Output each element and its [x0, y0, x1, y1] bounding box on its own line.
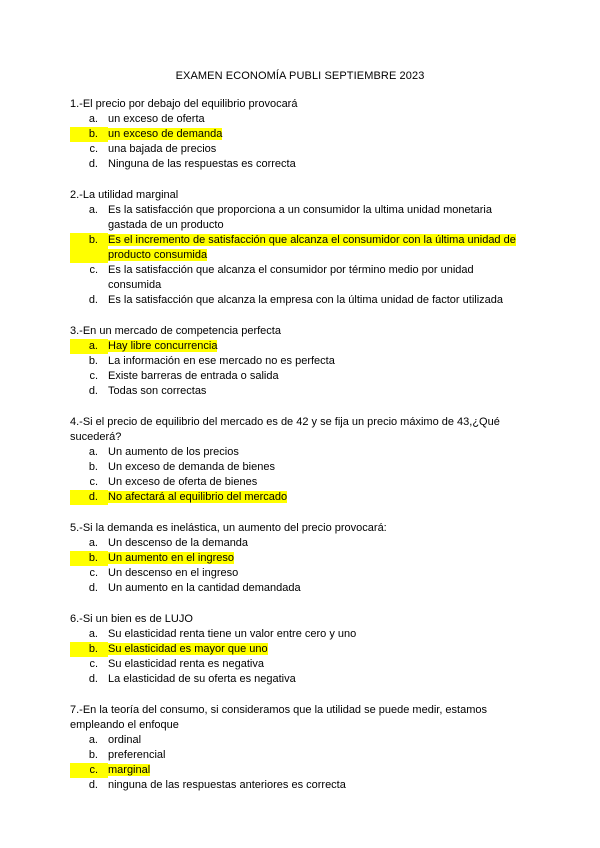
option-c [70, 369, 600, 384]
question-4 [70, 415, 600, 505]
option-text: marginal [108, 764, 151, 776]
option-d [70, 490, 600, 505]
option-letter: c. [89, 476, 98, 488]
option-text: Existe barreras de entrada o salida [108, 370, 279, 382]
question-text: 1.-El precio por debajo del equilibrio provocará [70, 98, 298, 110]
option-text: Un descenso en el ingreso [108, 567, 239, 579]
option-text: Es la satisfacción que proporciona a un consumidor la ultima unidad monetaria gastada de un producto [108, 204, 492, 231]
question-1 [70, 97, 600, 172]
question-6 [70, 612, 600, 687]
options-list [70, 203, 600, 308]
option-letter: a. [88, 446, 98, 458]
option-letter: a. [88, 204, 98, 216]
option-text: ordinal [108, 734, 142, 746]
option-letter: c. [89, 143, 98, 155]
option-d [70, 293, 600, 308]
option-text: Un aumento en el ingreso [108, 552, 234, 564]
option-text: Su elasticidad renta tiene un valor entre cero y uno [108, 628, 357, 640]
option-text: No afectará al equilibrio del mercado [108, 491, 288, 503]
options-list [70, 627, 600, 687]
question-5 [70, 521, 600, 596]
option-letter: a. [70, 339, 108, 354]
option-b [70, 642, 600, 657]
options-list [70, 733, 600, 793]
option-letter: c. [89, 567, 98, 579]
option-text: Ninguna de las respuestas es correcta [108, 158, 296, 170]
question-2 [70, 188, 600, 308]
option-text: Un aumento de los precios [108, 446, 239, 458]
option-a [70, 445, 600, 460]
option-a [70, 339, 600, 354]
option-text: Su elasticidad es mayor que uno [108, 643, 268, 655]
option-letter: b. [70, 642, 108, 657]
option-letter: d. [70, 490, 108, 505]
option-letter: d. [88, 158, 98, 170]
option-b [70, 551, 600, 566]
option-letter: d. [88, 294, 98, 306]
option-d [70, 581, 600, 596]
option-b [70, 233, 600, 263]
option-c [70, 263, 600, 293]
option-a [70, 203, 600, 233]
option-text: Todas son correctas [108, 385, 207, 397]
question-text: 3.-En un mercado de competencia perfecta [70, 325, 281, 337]
option-a [70, 112, 600, 127]
question-7 [70, 703, 600, 793]
option-letter: d. [88, 673, 98, 685]
option-text: un exceso de demanda [108, 128, 223, 140]
option-c [70, 475, 600, 490]
option-letter: c. [89, 370, 98, 382]
option-text: ninguna de las respuestas anteriores es correcta [108, 779, 346, 791]
question-3 [70, 324, 600, 399]
options-list [70, 339, 600, 399]
option-text: Un aumento en la cantidad demandada [108, 582, 301, 594]
option-b [70, 460, 600, 475]
option-text: Un exceso de demanda de bienes [108, 461, 275, 473]
option-letter: a. [88, 628, 98, 640]
option-d [70, 384, 600, 399]
option-c [70, 763, 600, 778]
option-letter: d. [88, 779, 98, 791]
option-text: preferencial [108, 749, 166, 761]
option-d [70, 672, 600, 687]
question-text: 6.-Si un bien es de LUJO [70, 613, 193, 625]
option-letter: a. [88, 113, 98, 125]
option-letter: b. [88, 749, 98, 761]
option-b [70, 748, 600, 763]
question-text: 4.-Si el precio de equilibrio del mercado es de 42 y se fija un precio máximo de 43,¿Qué sucederá? [70, 416, 500, 443]
option-letter: a. [88, 537, 98, 549]
option-a [70, 733, 600, 748]
question-text: 7.-En la teoría del consumo, si consideramos que la utilidad se puede medir, estamos empleando el enfoque [70, 704, 488, 731]
option-c [70, 142, 600, 157]
option-d [70, 778, 600, 793]
option-text: Su elasticidad renta es negativa [108, 658, 264, 670]
option-b [70, 354, 600, 369]
option-text: Un exceso de oferta de bienes [108, 476, 258, 488]
option-text: un exceso de oferta [108, 113, 205, 125]
option-letter: c. [89, 658, 98, 670]
option-c [70, 657, 600, 672]
option-text: Es la satisfacción que alcanza la empresa con la última unidad de factor utilizada [108, 294, 504, 306]
option-letter: d. [88, 385, 98, 397]
option-letter: b. [70, 551, 108, 566]
option-letter: c. [70, 763, 108, 778]
option-letter: b. [70, 233, 108, 263]
option-letter: c. [89, 264, 98, 276]
option-text: Hay libre concurrencia [108, 340, 218, 352]
option-d [70, 157, 600, 172]
option-text: Es el incremento de satisfacción que alcanza el consumidor con la última unidad de producto consumida [108, 234, 516, 261]
option-text: La elasticidad de su oferta es negativa [108, 673, 296, 685]
option-letter: b. [88, 461, 98, 473]
page-title: EXAMEN ECONOMÍA PUBLI SEPTIEMBRE 2023 [175, 70, 425, 82]
option-text: Un descenso de la demanda [108, 537, 249, 549]
options-list [70, 445, 600, 505]
question-text: 2.-La utilidad marginal [70, 189, 179, 201]
options-list [70, 112, 600, 172]
option-c [70, 566, 600, 581]
option-text: Es la satisfacción que alcanza el consumidor por término medio por unidad consumida [108, 264, 474, 291]
question-text: 5.-Si la demanda es inelástica, un aumento del precio provocará: [70, 522, 387, 534]
option-text: una bajada de precios [108, 143, 217, 155]
option-a [70, 536, 600, 551]
option-text: La información en ese mercado no es perfecta [108, 355, 335, 367]
options-list [70, 536, 600, 596]
option-letter: b. [70, 127, 108, 142]
option-letter: b. [88, 355, 98, 367]
option-b [70, 127, 600, 142]
option-letter: a. [88, 734, 98, 746]
option-letter: d. [88, 582, 98, 594]
option-a [70, 627, 600, 642]
